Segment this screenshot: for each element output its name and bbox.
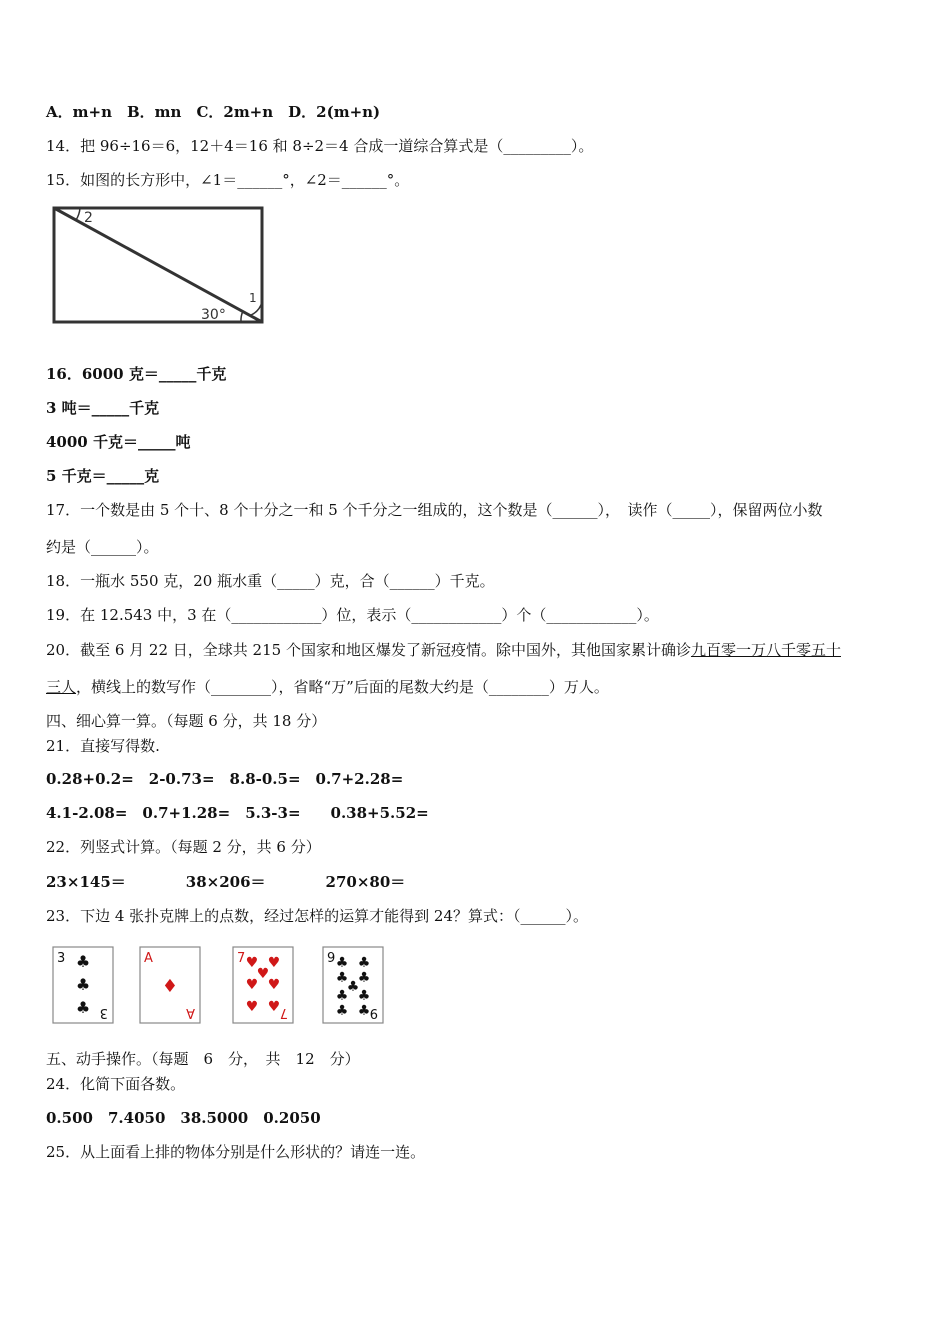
q17-line2: 约是（______）。 [46, 538, 159, 556]
club-icon: ♣ [335, 955, 349, 971]
heart-icon: ♥ [245, 955, 259, 971]
angle2-arc [76, 208, 80, 220]
q16-line1: 16．6000 克＝_____千克 [46, 365, 227, 383]
q20-line1 [46, 640, 841, 660]
q19-text: 19．在 12.543 中，3 在（____________）位，表示（____________）个（____________）。 [46, 606, 659, 624]
q20-underlined-number-part2: 三人 [46, 678, 77, 696]
q17-line1: 17．一个数是由 5 个十、8 个十分之一和 5 个千分之一组成的，这个数是（______）， 读作（_____），保留两位小数 [46, 501, 823, 519]
q16-line2: 3 吨＝_____千克 [46, 399, 160, 417]
card-rank-inverted: 7 [279, 1005, 288, 1020]
angle30-arc [241, 311, 243, 322]
q20-line2-text: ，横线上的数写作（________），省略“万”后面的尾数大约是（________）万人。 [76, 678, 609, 696]
q25-text: 25．从上面看上排的物体分别是什么形状的？请连一连。 [46, 1143, 426, 1161]
q20-line1-text: 20．截至 6 月 22 日，全球共 215 个国家和地区爆发了新冠疫情。除中国外，其他国家累计确诊 [46, 641, 691, 659]
angle1-label: 1 [249, 291, 257, 305]
q21-title: 21．直接写得数. [46, 737, 160, 755]
q13-options: A．m+n B．mn C．2m+n D．2(m+n) [46, 103, 381, 121]
q21-row1: 0.28+0.2= 2-0.73= 8.8-0.5= 0.7+2.28= [46, 770, 404, 788]
card-rank: A [144, 951, 153, 966]
q15-text: 15．如图的长方形中，∠1＝______°，∠2＝______°。 [46, 171, 410, 189]
heart-icon: ♥ [267, 955, 281, 971]
card-rank-inverted: A [186, 1005, 195, 1020]
rectangle-figure [46, 202, 271, 332]
q23-text: 23．下边 4 张扑克牌上的点数，经过怎样的运算才能得到 24？算式：（______）。 [46, 907, 589, 925]
card-rank: 3 [57, 951, 66, 966]
club-icon: ♣ [357, 970, 371, 986]
club-icon: ♣ [75, 975, 91, 994]
q16-line3: 4000 千克＝_____吨 [46, 433, 191, 451]
club-icon: ♣ [357, 1003, 371, 1019]
card-rank: 9 [327, 951, 336, 966]
diamond-icon: ♦ [161, 976, 179, 997]
q21-row2: 4.1-2.08= 0.7+1.28= 5.3-3= 0.38+5.52= [46, 804, 429, 822]
club-icon: ♣ [335, 988, 349, 1004]
q22-row: 23×145＝ 38×206＝ 270×80＝ [46, 873, 406, 891]
card-rank: 7 [237, 951, 246, 966]
heart-icon: ♥ [245, 977, 259, 993]
card-rank-inverted: 3 [99, 1005, 108, 1020]
card-9-clubs [323, 947, 383, 1023]
heart-icon: ♥ [245, 999, 259, 1015]
angle30-label: 30° [201, 307, 226, 323]
q22-title: 22．列竖式计算。（每题 2 分，共 6 分） [46, 838, 321, 856]
card-3-clubs [53, 947, 113, 1023]
q18-text: 18．一瓶水 550 克，20 瓶水重（_____）克，合（______）千克。 [46, 572, 495, 590]
club-icon: ♣ [75, 952, 91, 971]
club-icon: ♣ [346, 979, 360, 995]
heart-icon: ♥ [267, 999, 281, 1015]
card-ace-diamonds [140, 947, 200, 1023]
q20-line2 [46, 677, 609, 697]
card-rank-inverted: 9 [369, 1005, 378, 1020]
heart-icon: ♥ [267, 977, 281, 993]
heart-icon: ♥ [256, 966, 270, 982]
q14-text: 14．把 96÷16＝6，12＋4＝16 和 8÷2＝4 合成一道综合算式是（_________）。 [46, 137, 594, 155]
club-icon: ♣ [357, 988, 371, 1004]
q16-line4: 5 千克＝_____克 [46, 467, 160, 485]
club-icon: ♣ [357, 955, 371, 971]
card-7-hearts [233, 947, 293, 1023]
angle2-label: 2 [84, 210, 93, 226]
section4-title: 四、细心算一算。（每题 6 分，共 18 分） [46, 712, 327, 730]
club-icon: ♣ [75, 998, 91, 1017]
playing-cards [50, 945, 395, 1027]
q24-row: 0.500 7.4050 38.5000 0.2050 [46, 1109, 321, 1127]
q20-underlined-number-part1: 九百零一万八千零五十 [690, 641, 841, 659]
section5-title: 五、动手操作。（每题 6 分， 共 12 分） [46, 1050, 360, 1068]
club-icon: ♣ [335, 1003, 349, 1019]
q24-title: 24．化简下面各数。 [46, 1075, 186, 1093]
club-icon: ♣ [335, 970, 349, 986]
